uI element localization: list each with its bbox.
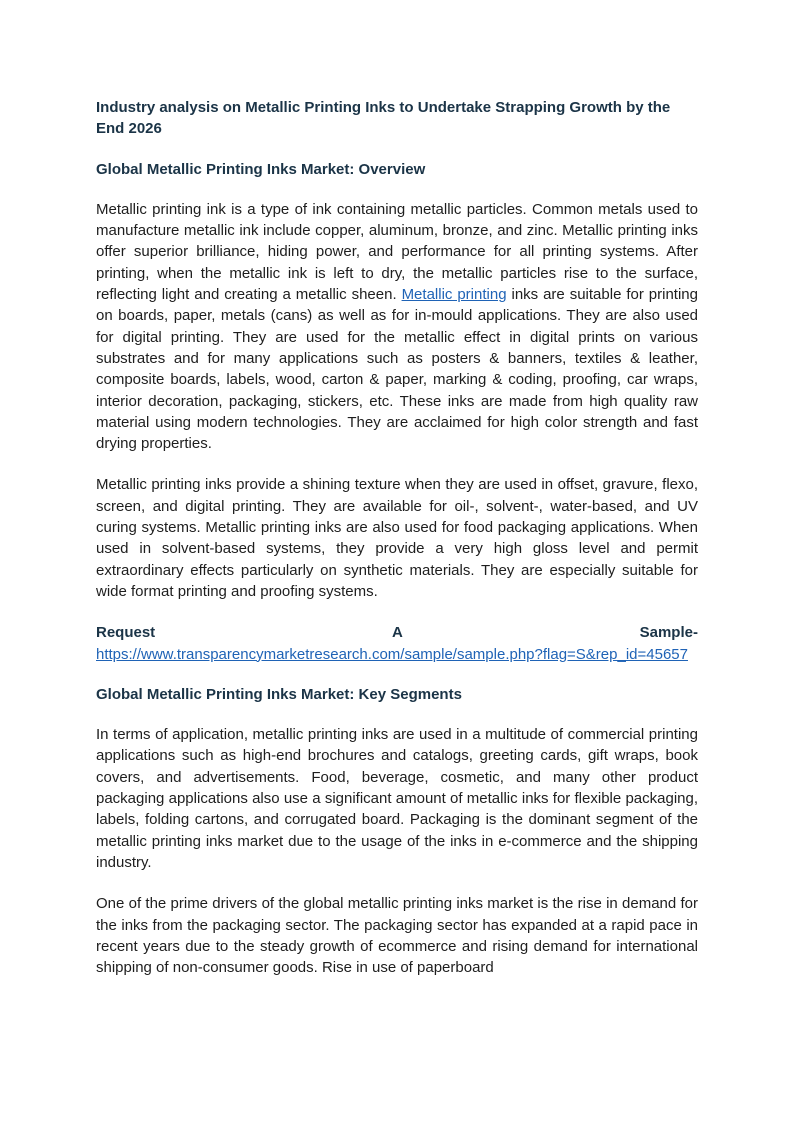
overview-heading: Global Metallic Printing Inks Market: Overview — [96, 160, 426, 178]
request-sample-line — [96, 622, 698, 643]
sample-request-link[interactable]: https://www.transparencymarketresearch.com/sample/sample.php?flag=S&rep_id=45657 — [96, 645, 688, 663]
document-page — [96, 97, 698, 998]
request-word: Request — [96, 624, 156, 642]
sample-word: Sample- — [639, 624, 698, 642]
document-title: Industry analysis on Metallic Printing Inks to Undertake Strapping Growth by the End 2026 — [96, 99, 671, 138]
a-word: A — [391, 624, 403, 642]
overview-paragraph-1 — [96, 199, 698, 455]
segments-heading: Global Metallic Printing Inks Market: Key Segments — [96, 685, 462, 703]
text: Metallic printing ink is a type of ink containing metallic particles. Common metals used to manufacture metallic ink include copper, aluminum, bronze, and zinc. Metallic printing inks offer superior brilliance, hiding power, and performance for all printing systems. After printing, when the metallic ink is left to dry, the metallic particles rise to the surface, reflecting light and creating a metallic sheen. — [96, 200, 698, 304]
metallic-printing-link[interactable]: Metallic printing — [401, 286, 507, 304]
segments-paragraph-1: In terms of application, metallic printing inks are used in a multitude of commercial printing applications such as high-end brochures and catalogs, greeting cards, gift wraps, book covers, and advertisements. Food, beverage, cosmetic, and many other product packaging applications also use a significant amount of metallic inks for flexible packaging, labels, folding cartons, and corrugated board. Packaging is the dominant segment of the metallic printing inks market due to the usage of the inks in e-commerce and the shipping industry. — [96, 726, 698, 871]
overview-paragraph-2: Metallic printing inks provide a shining texture when they are used in offset, gravure, flexo, screen, and digital printing. They are available for oil-, solvent-, water-based, and UV curing systems. Metallic printing inks are also used for food packaging applications. When used in solvent-based systems, they provide a very high gloss level and permit extraordinary effects particularly on synthetic materials. They are especially suitable for wide format printing and proofing systems. — [96, 476, 698, 600]
segments-paragraph-2: One of the prime drivers of the global metallic printing inks market is the rise in demand for the inks from the packaging sector. The packaging sector has expanded at a rapid pace in recent years due to the steady growth of ecommerce and rising demand for international shipping of non-consumer goods. Rise in use of paperboard — [96, 895, 698, 977]
text: inks are suitable for printing on boards, paper, metals (cans) as well as for in-mould applications. They are also used for digital printing. They are used for the metallic effect in digital prints on various substrates and for many applications such as posters & banners, textiles & leather, composite boards, labels, wood, carton & paper, marking & coding, proofing, car wraps, interior decoration, packaging, stickers, etc. These inks are made from high quality raw material using modern technologies. They are acclaimed for high color strength and fast drying properties. — [96, 286, 698, 453]
